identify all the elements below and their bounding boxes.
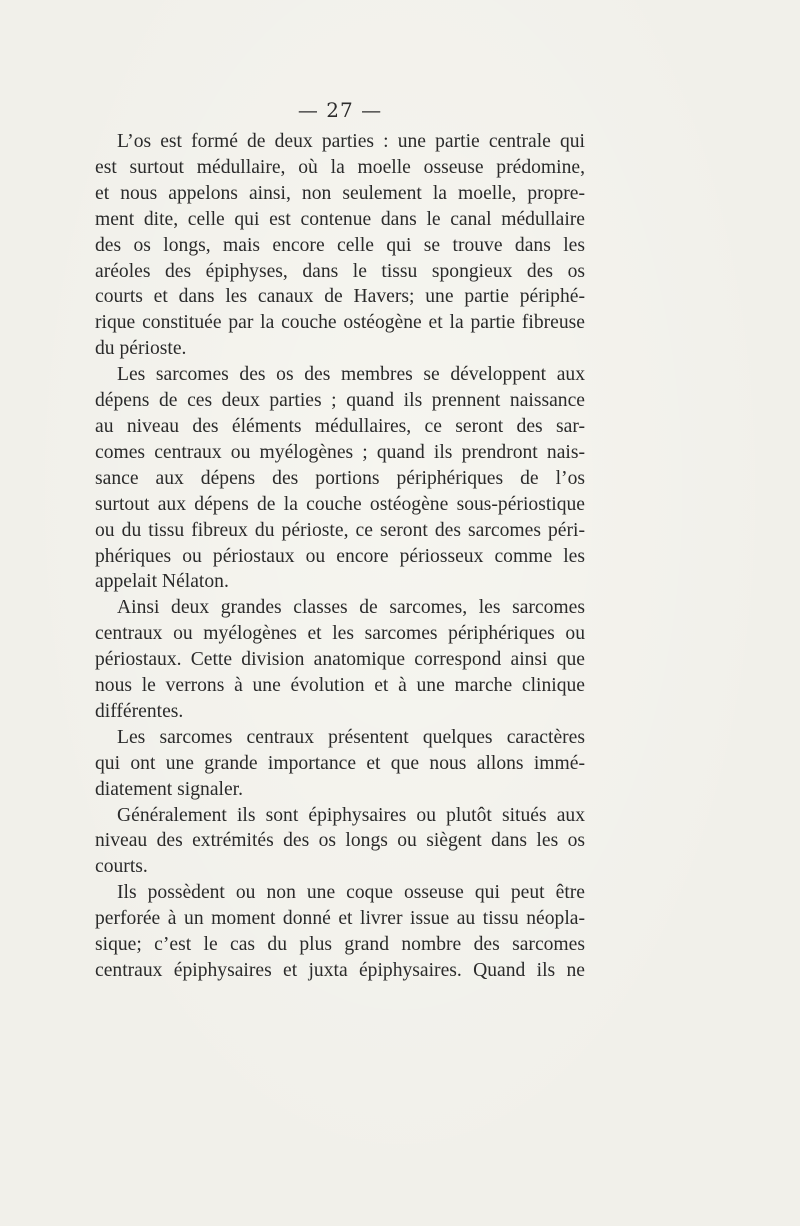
text-line: diatement signaler. — [95, 778, 243, 800]
text-line: Ils possèdent ou non une coque osseuse qui peut être — [117, 882, 585, 904]
text-line: aréoles des épiphyses, dans le tissu spongieux des os — [95, 260, 585, 282]
text-line: courts et dans les canaux de Havers; une partie périphé- — [95, 286, 585, 308]
paragraph — [95, 595, 585, 725]
text-line: des os longs, mais encore celle qui se trouve dans les — [95, 234, 585, 256]
text-line: centraux épiphysaires et juxta épiphysaires. Quand ils ne — [95, 960, 585, 981]
text-line: qui ont une grande importance et que nous allons immé- — [95, 752, 585, 774]
text-line: sique; c’est le cas du plus grand nombre des sarcomes — [95, 934, 585, 956]
text-line: différentes. — [95, 700, 184, 722]
text-line: surtout aux dépens de la couche ostéogène sous-périostique — [95, 493, 585, 515]
paragraph — [95, 803, 585, 881]
text-line: Ainsi deux grandes classes de sarcomes, les sarcomes — [117, 597, 585, 619]
text-line: au niveau des éléments médullaires, ce seront des sar- — [95, 415, 585, 437]
text-line: courts. — [95, 856, 148, 878]
text-line: Les sarcomes centraux présentent quelques caractères — [117, 726, 585, 748]
text-line: comes centraux ou myélogènes ; quand ils prendront nais- — [95, 441, 585, 463]
text-line: appelait Nélaton. — [95, 571, 229, 593]
text-line: est surtout médullaire, où la moelle osseuse prédomine, — [95, 156, 585, 178]
text-line: et nous appelons ainsi, non seulement la moelle, propre- — [95, 182, 585, 204]
paragraph — [95, 880, 585, 984]
paragraph — [95, 362, 585, 595]
text-line: phériques ou périostaux ou encore périosseux comme les — [95, 545, 585, 567]
body-text — [95, 129, 585, 984]
paragraph — [95, 129, 585, 362]
paragraph — [95, 725, 585, 803]
page-number: — 27 — — [297, 98, 383, 122]
text-line: rique constituée par la couche ostéogène et la partie fibreuse — [95, 312, 585, 334]
text-line: niveau des extrémités des os longs ou siègent dans les os — [95, 830, 585, 852]
text-line: sance aux dépens des portions périphériques de l’os — [95, 467, 585, 489]
text-line: ou du tissu fibreux du périoste, ce seront des sarcomes péri- — [95, 519, 585, 541]
text-line: du périoste. — [95, 338, 187, 360]
text-line: dépens de ces deux parties ; quand ils prennent naissance — [95, 390, 585, 412]
text-line: périostaux. Cette division anatomique correspond ainsi que — [95, 649, 585, 671]
text-line: nous le verrons à une évolution et à une marche clinique — [95, 675, 585, 697]
text-line: L’os est formé de deux parties : une partie centrale qui — [117, 131, 585, 152]
text-line: Les sarcomes des os des membres se développent aux — [117, 364, 585, 386]
text-line: centraux ou myélogènes et les sarcomes périphériques ou — [95, 623, 585, 645]
text-line: ment dite, celle qui est contenue dans le canal médullaire — [95, 208, 585, 230]
text-line: perforée à un moment donné et livrer issue au tissu néopla- — [95, 908, 585, 930]
text-line: Généralement ils sont épiphysaires ou plutôt situés aux — [117, 804, 585, 826]
